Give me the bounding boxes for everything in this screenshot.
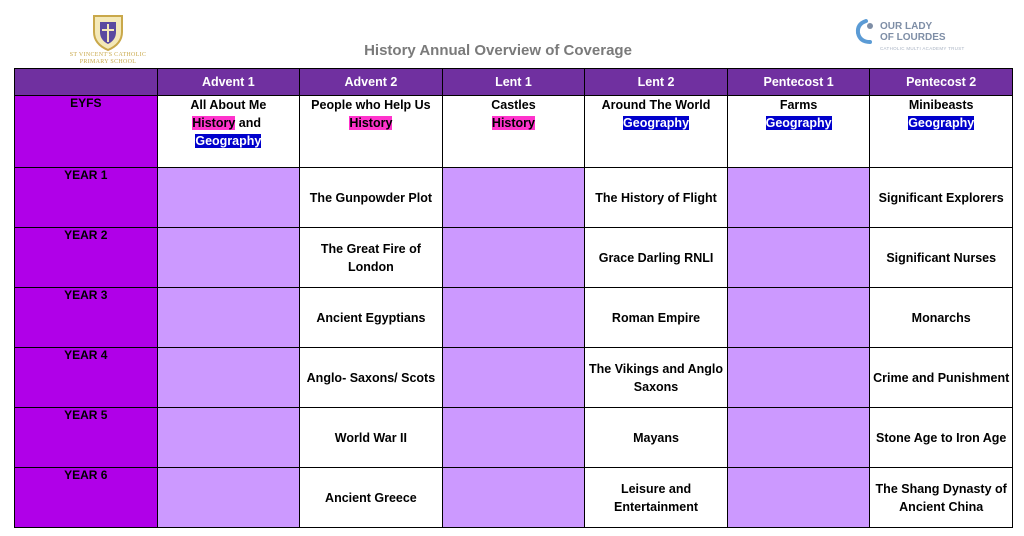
subject-tags <box>728 114 870 132</box>
topic-cell: Roman Empire <box>585 288 728 348</box>
year-row <box>15 348 1013 408</box>
subject-tags <box>870 114 1012 132</box>
row-label-year: YEAR 1 <box>15 168 158 228</box>
row-label-eyfs: EYFS <box>15 96 158 168</box>
term-header: Advent 2 <box>300 69 443 96</box>
topic-cell: Ancient Egyptians <box>300 288 443 348</box>
empty-term-cell <box>157 228 300 288</box>
topic-cell: The Vikings and Anglo Saxons <box>585 348 728 408</box>
year-row <box>15 468 1013 528</box>
trust-logo-name: OUR LADY OF LOURDES <box>880 21 946 43</box>
eyfs-topic-cell <box>157 96 300 168</box>
empty-term-cell <box>727 468 870 528</box>
topic-title: People who Help Us <box>311 98 431 112</box>
coverage-table <box>14 68 1013 528</box>
corner-header-cell <box>15 69 158 96</box>
topic-title: Around The World <box>601 98 711 112</box>
subject-tags <box>158 114 300 150</box>
topic-cell: Crime and Punishment <box>870 348 1013 408</box>
trust-logo-subtitle: CATHOLIC MULTI ACADEMY TRUST <box>880 46 965 51</box>
term-header: Pentecost 2 <box>870 69 1013 96</box>
school-logo <box>58 12 158 68</box>
eyfs-topic-cell <box>727 96 870 168</box>
topic-cell: Monarchs <box>870 288 1013 348</box>
topic-cell: Significant Explorers <box>870 168 1013 228</box>
empty-term-cell <box>442 288 585 348</box>
eyfs-topic-cell <box>442 96 585 168</box>
trust-logo <box>854 18 964 58</box>
trust-swirl-icon <box>854 18 878 46</box>
year-row <box>15 288 1013 348</box>
term-header: Lent 1 <box>442 69 585 96</box>
geography-tag: Geography <box>765 116 832 130</box>
year-row <box>15 228 1013 288</box>
geography-tag: Geography <box>908 116 975 130</box>
empty-term-cell <box>157 288 300 348</box>
topic-cell: Leisure and Entertainment <box>585 468 728 528</box>
geography-tag: Geography <box>195 134 262 148</box>
empty-term-cell <box>157 168 300 228</box>
empty-term-cell <box>442 468 585 528</box>
empty-term-cell <box>727 168 870 228</box>
row-label-year: YEAR 6 <box>15 468 158 528</box>
topic-title: All About Me <box>190 98 267 112</box>
term-header: Lent 2 <box>585 69 728 96</box>
subject-tags <box>443 114 585 132</box>
eyfs-topic-cell <box>870 96 1013 168</box>
term-header: Advent 1 <box>157 69 300 96</box>
empty-term-cell <box>727 408 870 468</box>
empty-term-cell <box>157 408 300 468</box>
subject-tags <box>300 114 442 132</box>
history-tag: History <box>349 116 393 130</box>
subject-tags <box>585 114 727 132</box>
topic-cell: Ancient Greece <box>300 468 443 528</box>
empty-term-cell <box>727 288 870 348</box>
row-label-year: YEAR 4 <box>15 348 158 408</box>
row-label-year: YEAR 3 <box>15 288 158 348</box>
term-header: Pentecost 1 <box>727 69 870 96</box>
topic-cell: The Gunpowder Plot <box>300 168 443 228</box>
topic-cell: World War II <box>300 408 443 468</box>
row-label-year: YEAR 2 <box>15 228 158 288</box>
topic-cell: The History of Flight <box>585 168 728 228</box>
topic-cell: Grace Darling RNLI <box>585 228 728 288</box>
empty-term-cell <box>442 228 585 288</box>
topic-title: Farms <box>779 98 818 112</box>
topic-title: Minibeasts <box>908 98 974 112</box>
topic-cell: Mayans <box>585 408 728 468</box>
term-header-row <box>15 69 1013 96</box>
empty-term-cell <box>442 408 585 468</box>
topic-title: Castles <box>491 98 536 112</box>
geography-tag: Geography <box>623 116 690 130</box>
empty-term-cell <box>442 348 585 408</box>
page-title: History Annual Overview of Coverage <box>364 42 632 59</box>
eyfs-topic-cell <box>300 96 443 168</box>
eyfs-row <box>15 96 1013 168</box>
history-tag: History <box>192 116 236 130</box>
tag-joiner: and <box>235 116 265 130</box>
history-tag: History <box>491 116 535 130</box>
empty-term-cell <box>727 348 870 408</box>
eyfs-topic-cell <box>585 96 728 168</box>
empty-term-cell <box>157 348 300 408</box>
empty-term-cell <box>442 168 585 228</box>
year-row <box>15 408 1013 468</box>
empty-term-cell <box>157 468 300 528</box>
school-logo-text: ST VINCENT'S CATHOLIC PRIMARY SCHOOL <box>69 52 147 65</box>
empty-term-cell <box>727 228 870 288</box>
topic-cell: Stone Age to Iron Age <box>870 408 1013 468</box>
topic-cell: Significant Nurses <box>870 228 1013 288</box>
topic-cell: The Great Fire of London <box>300 228 443 288</box>
year-row <box>15 168 1013 228</box>
topic-cell: Anglo- Saxons/ Scots <box>300 348 443 408</box>
topic-cell: The Shang Dynasty of Ancient China <box>870 468 1013 528</box>
row-label-year: YEAR 5 <box>15 408 158 468</box>
